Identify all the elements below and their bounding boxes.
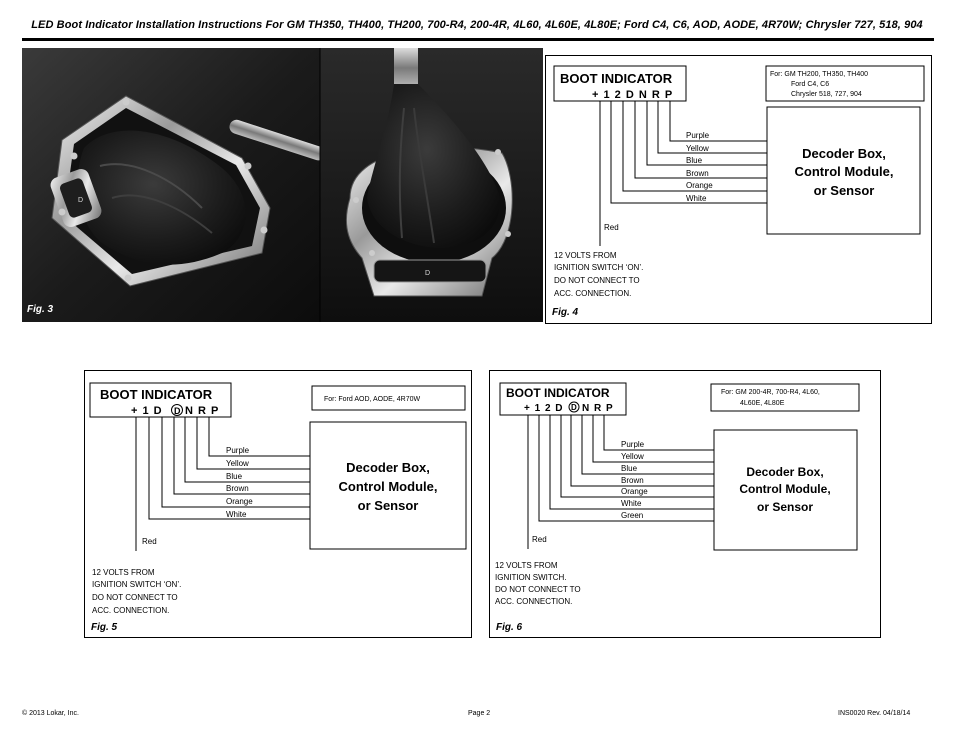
fig4-volts-line-2: IGNITION SWITCH ‘ON’.	[554, 263, 644, 272]
footer-copyright: © 2013 Lokar, Inc.	[22, 710, 79, 717]
fig5-wire-brown: Brown	[226, 484, 249, 493]
fig5-positions-suffix: N R P	[185, 405, 220, 417]
fig5-boot-title: BOOT INDICATOR	[100, 387, 213, 402]
fig6-volts-line-2: IGNITION SWITCH.	[495, 573, 567, 582]
fig5-positions-prefix: + 1 D	[131, 405, 163, 417]
fig6-wire-white: White	[621, 499, 642, 508]
fig6-wiring-diagram	[490, 371, 880, 637]
fig4-for-line-2: Ford C4, C6	[791, 81, 830, 88]
fig5-decoder-line-3: or Sensor	[357, 498, 419, 513]
fig4-wire-purple: Purple	[686, 131, 710, 140]
fig6-wire-red: Red	[532, 535, 547, 544]
fig5-decoder-line-2: Control Module,	[338, 479, 438, 494]
fig4-decoder-line-2: Control Module,	[794, 164, 894, 179]
fig6-for-line-2: 4L60E, 4L80E	[740, 400, 785, 407]
fig5-for-line-1: For: Ford AOD, AODE, 4R70W	[324, 396, 421, 403]
fig4-for-line-1: For: GM TH200, TH350, TH400	[770, 71, 869, 78]
fig6-wire-green: Green	[621, 511, 644, 520]
fig4-wire-blue: Blue	[686, 156, 703, 165]
fig5-wire-purple: Purple	[226, 446, 250, 455]
fig6-wire-blue: Blue	[621, 464, 638, 473]
footer-page-number: Page 2	[468, 710, 491, 717]
fig6-volts-line-3: DO NOT CONNECT TO	[495, 585, 581, 594]
fig5-positions-circled: D	[174, 406, 181, 416]
document-title: LED Boot Indicator Installation Instructions For GM TH350, TH400, TH200, 700-R4, 200-4R, 4L60, 4L60E, 4L80E; Ford C4, C6, AOD, AODE, 4R70W; Chrysler 727, 518, 904	[31, 19, 923, 31]
fig5-volts-line-1: 12 VOLTS FROM	[92, 568, 155, 577]
fig5-label: Fig. 5	[91, 622, 118, 633]
fig5-wire-yellow: Yellow	[226, 459, 249, 468]
fig6-decoder-line-1: Decoder Box,	[746, 465, 824, 479]
fig5-volts-line-3: DO NOT CONNECT TO	[92, 593, 178, 602]
fig4-wiring-diagram	[546, 56, 931, 323]
fig3-label: Fig. 3	[27, 304, 54, 315]
fig4-wire-orange: Orange	[686, 181, 713, 190]
fig4-decoder-line-1: Decoder Box,	[802, 146, 886, 161]
fig4-wire-white: White	[686, 194, 707, 203]
fig4-volts-line-3: DO NOT CONNECT TO	[554, 276, 640, 285]
fig5-wire-orange: Orange	[226, 497, 253, 506]
fig6-volts-line-4: ACC. CONNECTION.	[495, 597, 573, 606]
fig4-volts-line-1: 12 VOLTS FROM	[554, 251, 617, 260]
fig4-decoder-line-3: or Sensor	[813, 183, 875, 198]
fig5-wire-red: Red	[142, 537, 157, 546]
fig6-positions-suffix: N R P	[582, 403, 614, 414]
fig6-decoder-line-3: or Sensor	[756, 500, 814, 514]
fig5-decoder-line-1: Decoder Box,	[346, 460, 430, 475]
fig4-boot-title: BOOT INDICATOR	[560, 71, 673, 86]
fig4-panel	[545, 55, 932, 324]
fig6-label: Fig. 6	[496, 622, 523, 633]
footer-document-revision: INS0020 Rev. 04/18/14	[838, 710, 911, 717]
fig6-wire-purple: Purple	[621, 440, 645, 449]
fig5-wire-white: White	[226, 510, 247, 519]
fig3-left-plate-letter: D	[78, 197, 84, 204]
fig6-boot-title: BOOT INDICATOR	[506, 386, 610, 400]
fig4-positions: + 1 2 D N R P	[592, 89, 674, 101]
fig4-wire-yellow: Yellow	[686, 144, 709, 153]
fig5-panel	[84, 370, 472, 638]
title-rule	[22, 38, 934, 41]
fig5-volts-line-4: ACC. CONNECTION.	[92, 606, 170, 615]
fig4-label: Fig. 4	[552, 307, 579, 318]
fig6-volts-line-1: 12 VOLTS FROM	[495, 561, 558, 570]
fig5-wiring-diagram	[85, 371, 471, 637]
fig4-volts-line-4: ACC. CONNECTION.	[554, 289, 632, 298]
fig3-photo-illustration	[22, 48, 543, 322]
fig6-wire-orange: Orange	[621, 487, 648, 496]
fig5-volts-line-2: IGNITION SWITCH ‘ON’.	[92, 580, 182, 589]
fig4-for-line-3: Chrysler 518, 727, 904	[791, 91, 862, 98]
fig5-wire-blue: Blue	[226, 472, 243, 481]
fig6-for-line-1: For: GM 200-4R, 700-R4, 4L60,	[721, 389, 820, 396]
fig6-wire-yellow: Yellow	[621, 452, 644, 461]
fig4-wire-brown: Brown	[686, 169, 709, 178]
fig6-wire-brown: Brown	[621, 476, 644, 485]
fig3-right-plate-letter: D	[425, 270, 431, 277]
fig6-panel	[489, 370, 881, 638]
fig3-photo-panel	[22, 48, 543, 322]
fig6-positions-prefix: + 1 2 D	[524, 403, 564, 414]
fig6-positions-circled: D	[571, 403, 577, 412]
fig4-wire-red: Red	[604, 223, 619, 232]
fig6-decoder-line-2: Control Module,	[739, 482, 831, 496]
